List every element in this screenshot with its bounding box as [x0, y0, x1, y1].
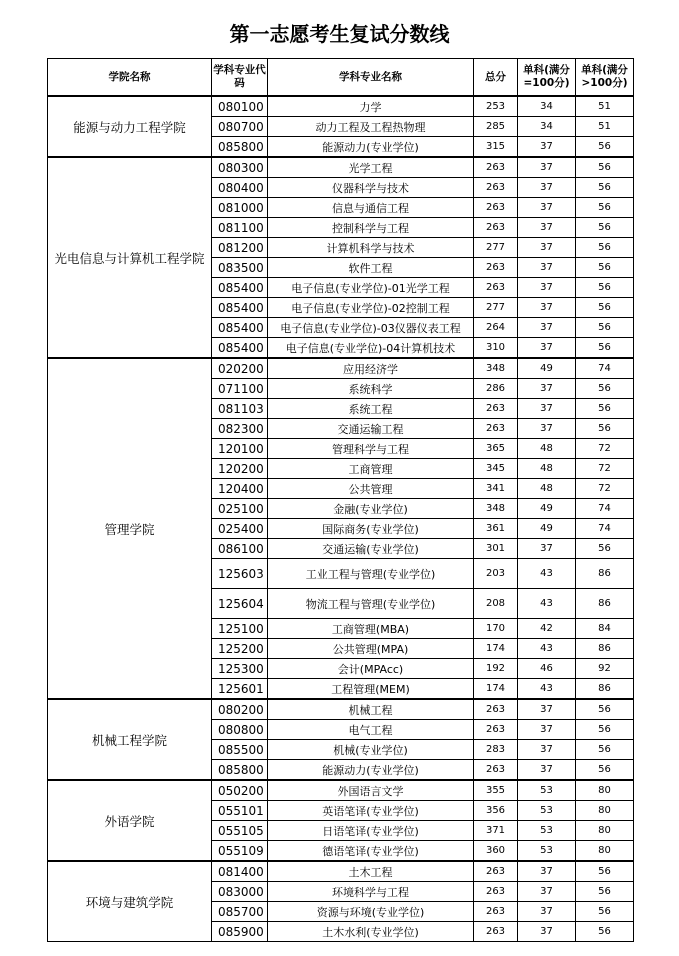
single-b-cell: 86 — [576, 559, 634, 589]
single-b-cell: 56 — [576, 539, 634, 559]
code-cell: 080400 — [212, 178, 268, 198]
table-row — [48, 358, 634, 379]
single-b-cell: 56 — [576, 379, 634, 399]
code-cell: 082300 — [212, 419, 268, 439]
code-cell: 085400 — [212, 298, 268, 318]
code-cell: 055109 — [212, 841, 268, 862]
name-cell: 工程管理(MEM) — [268, 679, 474, 700]
name-cell: 光学工程 — [268, 157, 474, 178]
code-cell: 025400 — [212, 519, 268, 539]
single-a-cell: 37 — [518, 740, 576, 760]
code-cell: 085400 — [212, 278, 268, 298]
name-cell: 德语笔译(专业学位) — [268, 841, 474, 862]
single-b-cell: 56 — [576, 699, 634, 720]
code-cell: 085700 — [212, 902, 268, 922]
code-cell: 125604 — [212, 589, 268, 619]
single-a-cell: 37 — [518, 861, 576, 882]
college-cell: 机械工程学院 — [48, 699, 212, 780]
single-a-cell: 43 — [518, 639, 576, 659]
single-b-cell: 56 — [576, 218, 634, 238]
code-cell: 125300 — [212, 659, 268, 679]
single-a-cell: 37 — [518, 902, 576, 922]
name-cell: 公共管理 — [268, 479, 474, 499]
code-cell: 081103 — [212, 399, 268, 419]
code-cell: 125100 — [212, 619, 268, 639]
single-b-cell: 56 — [576, 137, 634, 158]
single-a-cell: 37 — [518, 699, 576, 720]
total-cell: 263 — [474, 720, 518, 740]
single-b-cell: 56 — [576, 720, 634, 740]
header-total: 总分 — [474, 59, 518, 97]
page-title: 第一志愿考生复试分数线 — [229, 22, 450, 46]
single-a-cell: 37 — [518, 258, 576, 278]
single-b-cell: 56 — [576, 178, 634, 198]
total-cell: 263 — [474, 922, 518, 942]
single-a-cell: 37 — [518, 298, 576, 318]
single-a-cell: 37 — [518, 882, 576, 902]
table-row — [48, 157, 634, 178]
total-cell: 286 — [474, 379, 518, 399]
college-cell: 光电信息与计算机工程学院 — [48, 157, 212, 358]
total-cell: 285 — [474, 117, 518, 137]
total-cell: 174 — [474, 639, 518, 659]
name-cell: 信息与通信工程 — [268, 198, 474, 218]
single-a-cell: 37 — [518, 399, 576, 419]
total-cell: 365 — [474, 439, 518, 459]
single-b-cell: 56 — [576, 902, 634, 922]
code-cell: 120400 — [212, 479, 268, 499]
total-cell: 341 — [474, 479, 518, 499]
header-single-a: 单科(满分=100分) — [518, 59, 576, 97]
single-a-cell: 37 — [518, 318, 576, 338]
code-cell: 083500 — [212, 258, 268, 278]
total-cell: 263 — [474, 157, 518, 178]
single-b-cell: 56 — [576, 922, 634, 942]
single-b-cell: 86 — [576, 639, 634, 659]
name-cell: 工业工程与管理(专业学位) — [268, 559, 474, 589]
name-cell: 外国语言文学 — [268, 780, 474, 801]
single-a-cell: 46 — [518, 659, 576, 679]
name-cell: 管理科学与工程 — [268, 439, 474, 459]
total-cell: 263 — [474, 902, 518, 922]
total-cell: 348 — [474, 358, 518, 379]
single-b-cell: 92 — [576, 659, 634, 679]
name-cell: 电子信息(专业学位)-04计算机技术 — [268, 338, 474, 359]
total-cell: 263 — [474, 218, 518, 238]
single-b-cell: 84 — [576, 619, 634, 639]
single-a-cell: 37 — [518, 238, 576, 258]
single-a-cell: 37 — [518, 922, 576, 942]
single-a-cell: 53 — [518, 801, 576, 821]
total-cell: 283 — [474, 740, 518, 760]
name-cell: 英语笔译(专业学位) — [268, 801, 474, 821]
single-b-cell: 80 — [576, 821, 634, 841]
code-cell: 081000 — [212, 198, 268, 218]
header-row — [48, 59, 634, 97]
single-b-cell: 80 — [576, 780, 634, 801]
single-a-cell: 37 — [518, 198, 576, 218]
name-cell: 电子信息(专业学位)-01光学工程 — [268, 278, 474, 298]
code-cell: 081100 — [212, 218, 268, 238]
name-cell: 土木工程 — [268, 861, 474, 882]
name-cell: 软件工程 — [268, 258, 474, 278]
single-b-cell: 56 — [576, 740, 634, 760]
single-a-cell: 37 — [518, 338, 576, 359]
college-cell: 环境与建筑学院 — [48, 861, 212, 942]
single-a-cell: 37 — [518, 157, 576, 178]
single-a-cell: 43 — [518, 679, 576, 700]
total-cell: 263 — [474, 760, 518, 781]
code-cell: 080800 — [212, 720, 268, 740]
single-a-cell: 37 — [518, 137, 576, 158]
header-code: 学科专业代码 — [212, 59, 268, 97]
college-cell: 能源与动力工程学院 — [48, 96, 212, 157]
single-a-cell: 37 — [518, 379, 576, 399]
code-cell: 020200 — [212, 358, 268, 379]
code-cell: 085900 — [212, 922, 268, 942]
total-cell: 263 — [474, 699, 518, 720]
name-cell: 系统科学 — [268, 379, 474, 399]
code-cell: 125603 — [212, 559, 268, 589]
college-cell: 外语学院 — [48, 780, 212, 861]
single-b-cell: 56 — [576, 278, 634, 298]
total-cell: 263 — [474, 278, 518, 298]
total-cell: 310 — [474, 338, 518, 359]
name-cell: 仪器科学与技术 — [268, 178, 474, 198]
code-cell: 083000 — [212, 882, 268, 902]
name-cell: 系统工程 — [268, 399, 474, 419]
single-a-cell: 37 — [518, 218, 576, 238]
single-b-cell: 80 — [576, 801, 634, 821]
code-cell: 055101 — [212, 801, 268, 821]
name-cell: 力学 — [268, 96, 474, 117]
total-cell: 348 — [474, 499, 518, 519]
single-a-cell: 43 — [518, 559, 576, 589]
header-name: 学科专业名称 — [268, 59, 474, 97]
single-b-cell: 74 — [576, 519, 634, 539]
name-cell: 金融(专业学位) — [268, 499, 474, 519]
single-b-cell: 56 — [576, 238, 634, 258]
code-cell: 025100 — [212, 499, 268, 519]
single-b-cell: 80 — [576, 841, 634, 862]
code-cell: 085800 — [212, 760, 268, 781]
table-row — [48, 699, 634, 720]
single-b-cell: 86 — [576, 589, 634, 619]
single-a-cell: 49 — [518, 519, 576, 539]
single-a-cell: 53 — [518, 841, 576, 862]
header-single-b: 单科(满分>100分) — [576, 59, 634, 97]
name-cell: 日语笔译(专业学位) — [268, 821, 474, 841]
total-cell: 264 — [474, 318, 518, 338]
total-cell: 253 — [474, 96, 518, 117]
name-cell: 电子信息(专业学位)-02控制工程 — [268, 298, 474, 318]
total-cell: 263 — [474, 419, 518, 439]
code-cell: 085400 — [212, 338, 268, 359]
single-b-cell: 56 — [576, 298, 634, 318]
single-a-cell: 48 — [518, 459, 576, 479]
code-cell: 080300 — [212, 157, 268, 178]
single-a-cell: 48 — [518, 479, 576, 499]
single-b-cell: 51 — [576, 96, 634, 117]
header-college: 学院名称 — [48, 59, 212, 97]
single-b-cell: 56 — [576, 258, 634, 278]
name-cell: 计算机科学与技术 — [268, 238, 474, 258]
single-a-cell: 42 — [518, 619, 576, 639]
name-cell: 动力工程及工程热物理 — [268, 117, 474, 137]
name-cell: 物流工程与管理(专业学位) — [268, 589, 474, 619]
single-b-cell: 56 — [576, 198, 634, 218]
code-cell: 125601 — [212, 679, 268, 700]
name-cell: 交通运输(专业学位) — [268, 539, 474, 559]
table-row — [48, 780, 634, 801]
single-a-cell: 37 — [518, 539, 576, 559]
total-cell: 301 — [474, 539, 518, 559]
name-cell: 应用经济学 — [268, 358, 474, 379]
total-cell: 315 — [474, 137, 518, 158]
college-cell: 管理学院 — [48, 358, 212, 699]
name-cell: 能源动力(专业学位) — [268, 760, 474, 781]
single-b-cell: 56 — [576, 399, 634, 419]
total-cell: 360 — [474, 841, 518, 862]
name-cell: 国际商务(专业学位) — [268, 519, 474, 539]
code-cell: 050200 — [212, 780, 268, 801]
code-cell: 120100 — [212, 439, 268, 459]
code-cell: 085400 — [212, 318, 268, 338]
single-a-cell: 37 — [518, 419, 576, 439]
code-cell: 125200 — [212, 639, 268, 659]
single-b-cell: 56 — [576, 318, 634, 338]
name-cell: 交通运输工程 — [268, 419, 474, 439]
code-cell: 085500 — [212, 740, 268, 760]
single-b-cell: 56 — [576, 760, 634, 781]
single-b-cell: 74 — [576, 499, 634, 519]
single-a-cell: 49 — [518, 499, 576, 519]
total-cell: 174 — [474, 679, 518, 700]
name-cell: 工商管理(MBA) — [268, 619, 474, 639]
single-b-cell: 74 — [576, 358, 634, 379]
total-cell: 371 — [474, 821, 518, 841]
single-a-cell: 34 — [518, 117, 576, 137]
single-b-cell: 56 — [576, 419, 634, 439]
single-b-cell: 51 — [576, 117, 634, 137]
single-a-cell: 53 — [518, 780, 576, 801]
single-a-cell: 37 — [518, 760, 576, 781]
single-a-cell: 48 — [518, 439, 576, 459]
code-cell: 081200 — [212, 238, 268, 258]
score-table — [47, 58, 634, 942]
code-cell: 080200 — [212, 699, 268, 720]
single-b-cell: 56 — [576, 861, 634, 882]
name-cell: 电子信息(专业学位)-03仪器仪表工程 — [268, 318, 474, 338]
total-cell: 355 — [474, 780, 518, 801]
single-b-cell: 86 — [576, 679, 634, 700]
single-b-cell: 72 — [576, 439, 634, 459]
single-a-cell: 34 — [518, 96, 576, 117]
total-cell: 263 — [474, 258, 518, 278]
single-a-cell: 49 — [518, 358, 576, 379]
name-cell: 公共管理(MPA) — [268, 639, 474, 659]
single-b-cell: 56 — [576, 882, 634, 902]
total-cell: 277 — [474, 298, 518, 318]
total-cell: 263 — [474, 198, 518, 218]
name-cell: 机械(专业学位) — [268, 740, 474, 760]
name-cell: 电气工程 — [268, 720, 474, 740]
single-b-cell: 72 — [576, 479, 634, 499]
name-cell: 环境科学与工程 — [268, 882, 474, 902]
table-row — [48, 96, 634, 117]
total-cell: 263 — [474, 399, 518, 419]
single-a-cell: 37 — [518, 178, 576, 198]
name-cell: 工商管理 — [268, 459, 474, 479]
single-b-cell: 56 — [576, 157, 634, 178]
single-b-cell: 56 — [576, 338, 634, 359]
code-cell: 120200 — [212, 459, 268, 479]
total-cell: 345 — [474, 459, 518, 479]
single-a-cell: 37 — [518, 278, 576, 298]
code-cell: 081400 — [212, 861, 268, 882]
name-cell: 资源与环境(专业学位) — [268, 902, 474, 922]
total-cell: 277 — [474, 238, 518, 258]
single-b-cell: 72 — [576, 459, 634, 479]
name-cell: 机械工程 — [268, 699, 474, 720]
total-cell: 361 — [474, 519, 518, 539]
total-cell: 203 — [474, 559, 518, 589]
table-row — [48, 861, 634, 882]
single-a-cell: 37 — [518, 720, 576, 740]
name-cell: 控制科学与工程 — [268, 218, 474, 238]
name-cell: 会计(MPAcc) — [268, 659, 474, 679]
total-cell: 263 — [474, 861, 518, 882]
name-cell: 能源动力(专业学位) — [268, 137, 474, 158]
code-cell: 080700 — [212, 117, 268, 137]
code-cell: 080100 — [212, 96, 268, 117]
total-cell: 263 — [474, 178, 518, 198]
code-cell: 085800 — [212, 137, 268, 158]
name-cell: 土木水利(专业学位) — [268, 922, 474, 942]
code-cell: 071100 — [212, 379, 268, 399]
total-cell: 192 — [474, 659, 518, 679]
total-cell: 170 — [474, 619, 518, 639]
total-cell: 208 — [474, 589, 518, 619]
code-cell: 086100 — [212, 539, 268, 559]
single-a-cell: 43 — [518, 589, 576, 619]
total-cell: 263 — [474, 882, 518, 902]
table-body — [48, 96, 634, 942]
code-cell: 055105 — [212, 821, 268, 841]
single-a-cell: 53 — [518, 821, 576, 841]
total-cell: 356 — [474, 801, 518, 821]
